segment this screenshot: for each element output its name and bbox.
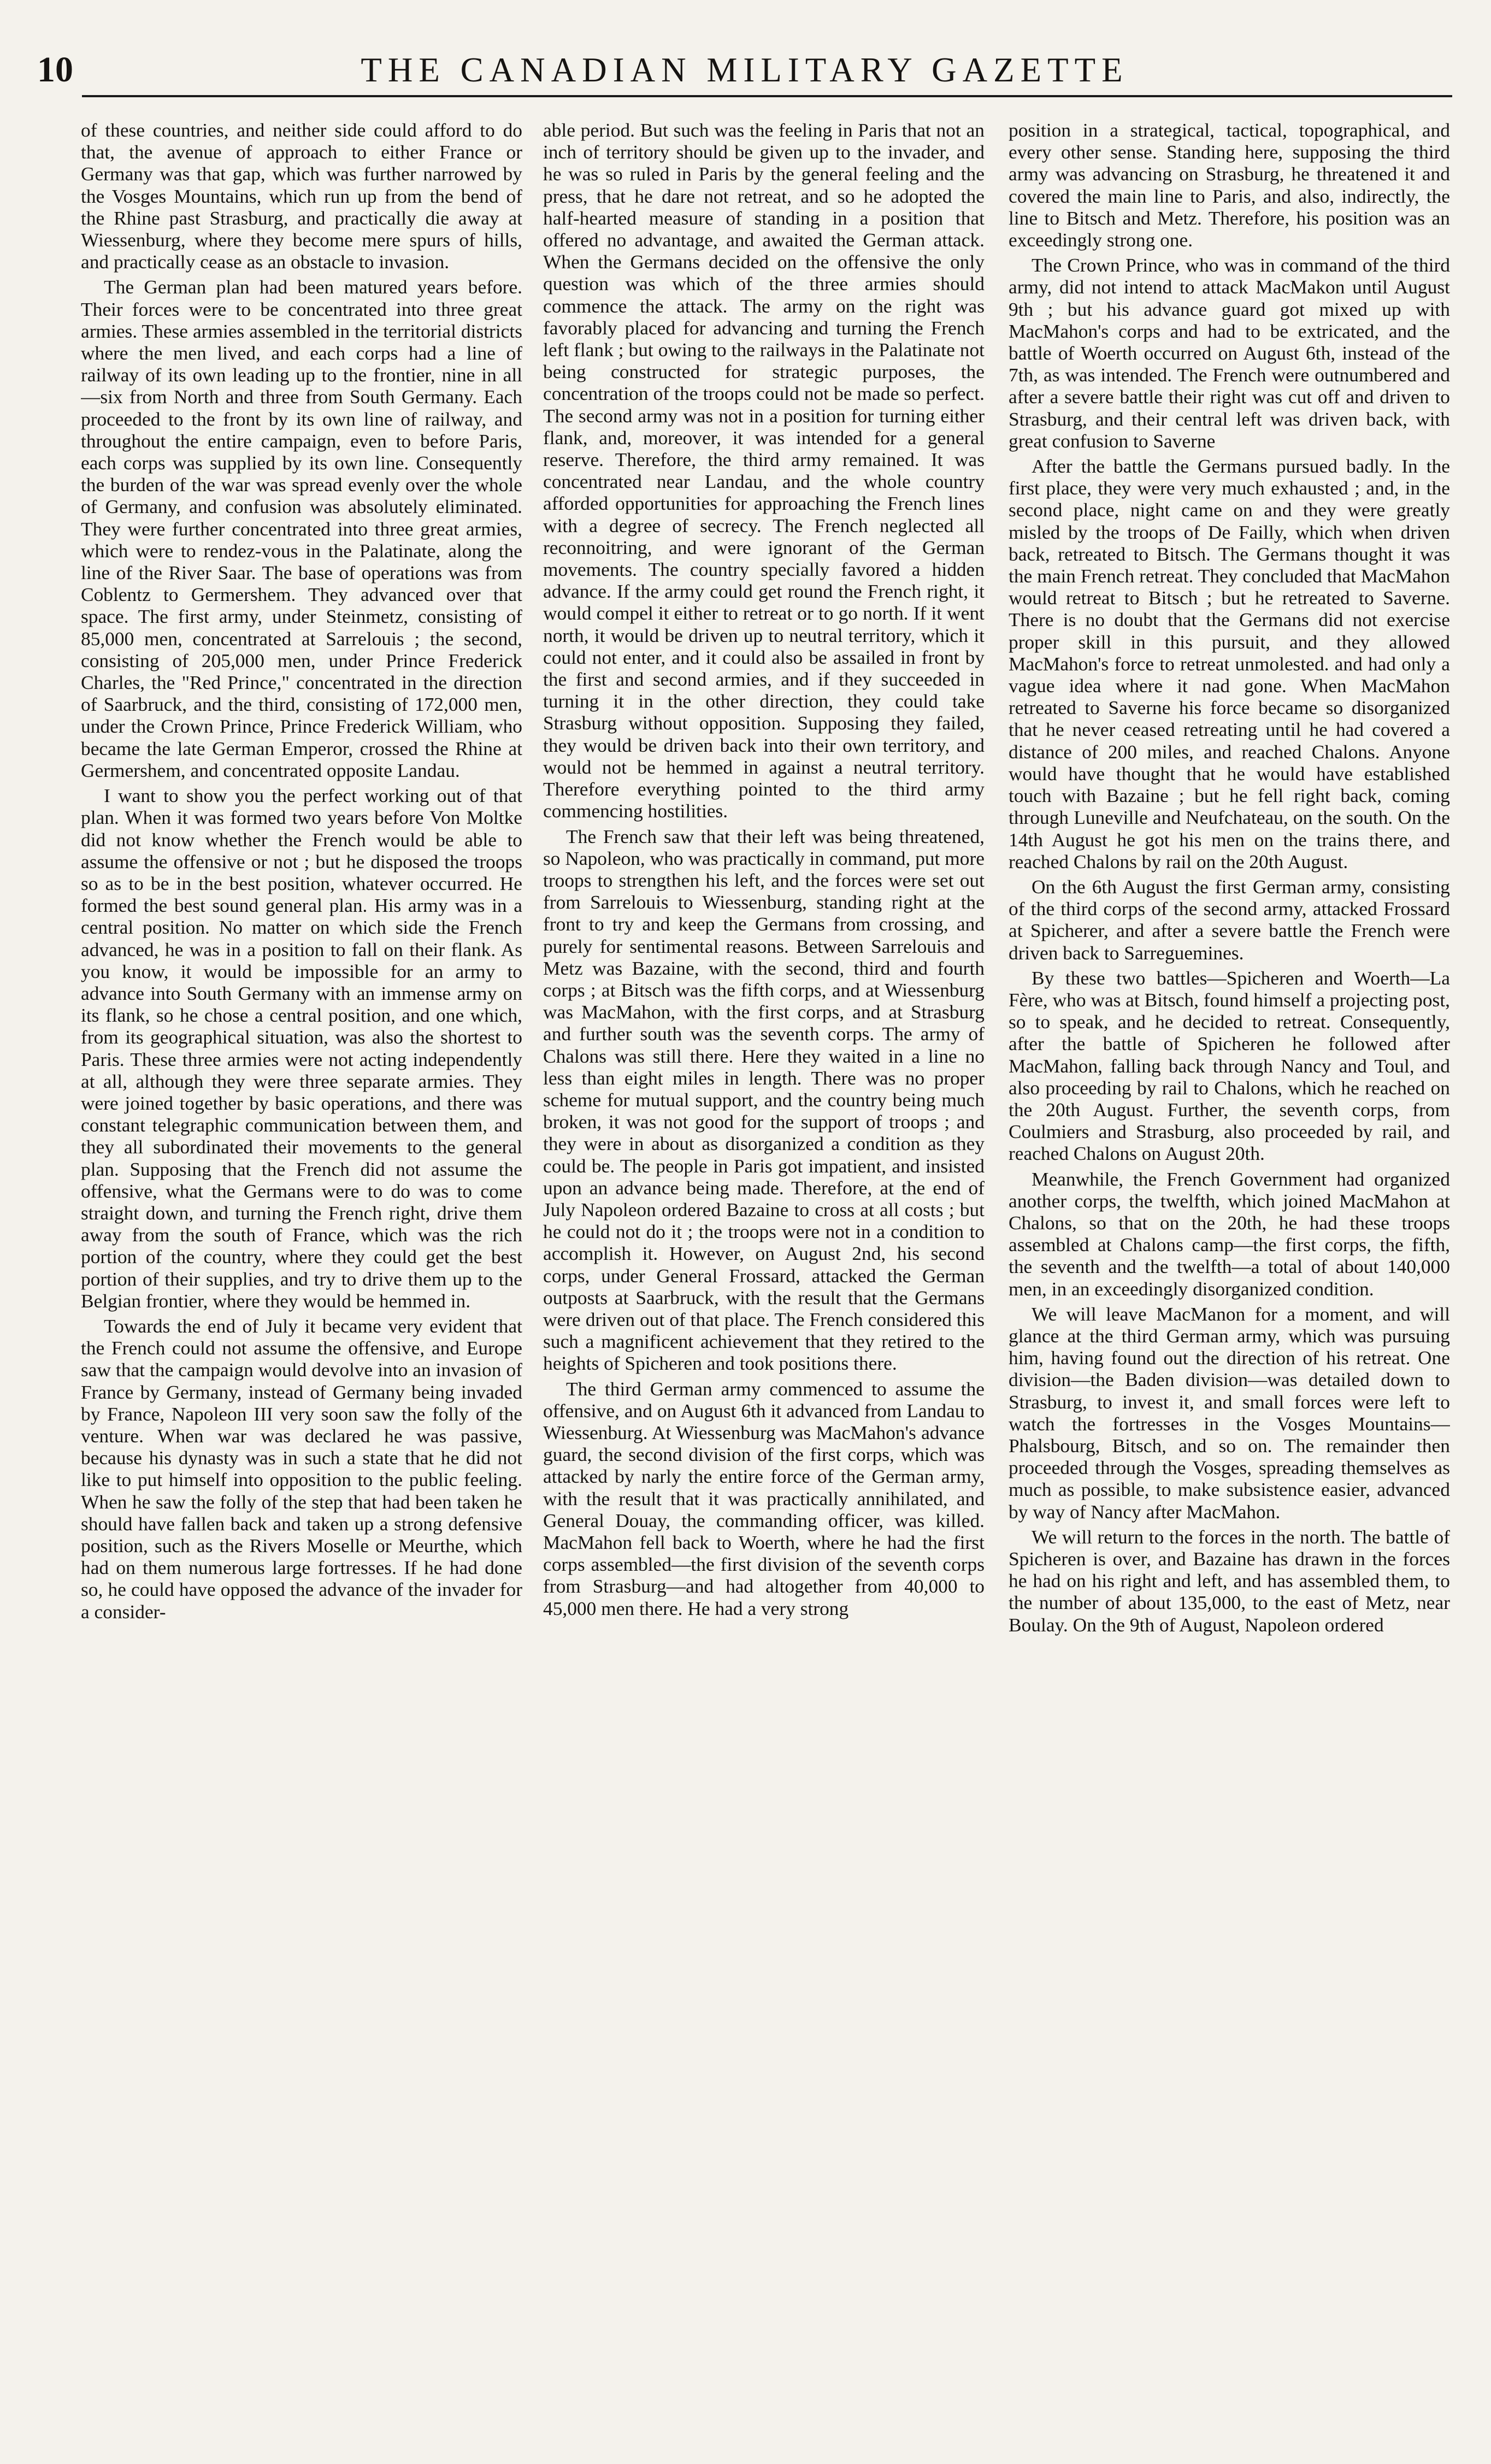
paragraph: The German plan had been matured years before. Their forces were to be concentrated into three great armies. These armies assembled in the territorial districts where the men lived, and each corps had a line of railway of its own leading up to the frontier, nine in all—six from North and three from South Germany. Each proceeded to the front by its own line of railway, and throughout the entire campaign, even to before Paris, each corps was supplied by its own line. Consequently the burden of the war was spread evenly over the whole of Germany, and confusion was absolutely eliminated. They were further concentrated into three great armies, which were to rendez-vous in the Palatinate, along the line of the River Saar. The base of operations was from Coblentz to Germershem. They advanced over that space. The first army, under Steinmetz, consisting of 85,000 men, concentrated at Sarrelouis ; the second, consisting of 205,000 men, under Prince Frederick Charles, the "Red Prince," concentrated in the direction of Saarbruck, and the third, consisting of 172,000 men, under the Crown Prince, Prince Frederick William, who became the late German Emperor, crossed the Rhine at Germershem, and concentrated opposite Landau. <box>81 276 522 781</box>
paragraph: The French saw that their left was being threatened, so Napoleon, who was practically in command, put more troops to strengthen his left, and the forces were set out from Sarrelouis to Wiessenburg, standing right at the front to try and keep the Germans from crossing, and purely for sentimental reasons. Between Sarrelouis and Metz was Bazaine, with the second, third and fourth corps ; at Bitsch was the fifth corps, and at Wiessenburg was MacMahon, with the first corps, and at Strasburg and further south was the seventh corps. The army of Chalons was still there. Here they waited in a line no less than eight miles in length. There was no proper scheme for mutual support, and the country being much broken, it was not good for the support of troops ; and they were in about as disorganized a condition as they could be. The people in Paris got impatient, and insisted upon an advance being made. Therefore, at the end of July Napoleon ordered Bazaine to cross at all costs ; but he could not do it ; the troops were not in a condition to accomplish it. However, on August 2nd, his second corps, under General Frossard, attacked the German outposts at Saarbruck, with the result that the Germans were driven out of that place. The French considered this such a magnificent achievement that they retired to the heights of Spicheren and took positions there. <box>543 825 985 1375</box>
paragraph: The Crown Prince, who was in command of the third army, did not intend to attack MacMakon until August 9th ; but his advance guard got mixed up with MacMahon's corps and had to be extricated, and the battle of Woerth occurred on August 6th, instead of the 7th, as was intended. The French were outnumbered and after a severe battle their right was cut off and driven to Strasburg, and their central left was driven back, with great confusion to Saverne <box>1009 254 1450 452</box>
header-rule <box>82 95 1452 97</box>
paragraph: We will return to the forces in the north. The battle of Spicheren is over, and Bazaine has drawn in the forces he had on his right and left, and has assembled them, to the number of about 135,000, to the east of Metz, near Boulay. On the 9th of August, Napoleon ordered <box>1009 1525 1450 1636</box>
page-header <box>37 48 1452 92</box>
masthead-title: THE CANADIAN MILITARY GAZETTE <box>361 51 1129 89</box>
paragraph: Meanwhile, the French Government had organized another corps, the twelfth, which joined MacMahon at Chalons, so that on the 20th, he had these troops assembled at Chalons camp—the first corps, the fifth, the seventh and the twelfth—a total of about 140,000 men, in an exceedingly disorganized condition. <box>1009 1168 1450 1300</box>
paragraph: By these two battles—Spicheren and Woerth—La Fère, who was at Bitsch, found himself a projecting post, so to speak, and he decided to retreat. Consequently, after the battle of Spicheren he followed after MacMahon, falling back through Nancy and Toul, and also proceeding by rail to Chalons, which he reached on the 20th August. Further, the seventh corps, from Coulmiers and Strasburg, also proceeded by rail, and reached Chalons on August 20th. <box>1009 966 1450 1165</box>
page-number: 10 <box>37 50 73 90</box>
paragraph: After the battle the Germans pursued badly. In the first place, they were very much exhausted ; and, in the second place, night came on and they were greatly misled by the troops of De Failly, which when driven back, retreated to Bitsch. The Germans thought it was the main French retreat. They concluded that MacMahon would retreat to Bitsch ; but he retreated to Saverne. There is no doubt that the Germans did not exercise proper skill in this pursuit, and they allowed MacMahon's force to retreat unmolested. and had only a vague idea where it nad gone. When MacMahon retreated to Saverne his force became so disorganized that he never ceased retreating until he had covered a distance of 200 miles, and reached Chalons. Anyone would have thought that he would have established touch with Bazaine ; but he fell right back, coming through Luneville and Neufchateau, on the south. On the 14th August he got his men on the trains there, and reached Chalons by rail on the 20th August. <box>1009 455 1450 873</box>
paragraph: On the 6th August the first German army, consisting of the third corps of the second army, attacked Frossard at Spicherer, and after a severe battle the French were driven back to Sarreguemines. <box>1009 875 1450 964</box>
paragraph: The third German army commenced to assume the offensive, and on August 6th it advanced from Landau to Wiessenburg. At Wiessenburg was MacMahon's advance guard, the second division of the first corps, which was attacked by narly the entire force of the German army, with the result that it was practically annihilated, and General Douay, the commanding officer, was killed. MacMahon fell back to Woerth, where he had the first corps assembled—the first division of the seventh corps from Strasburg—and had altogether from 40,000 to 45,000 men there. He had a very strong <box>543 1377 985 1619</box>
paragraph: able period. But such was the feeling in Paris that not an inch of territory should be given up to the invader, and he was so ruled in Paris by the general feeling and the press, that he dare not retreat, and so he adopted the half-hearted measure of standing in a position that offered no advantage, and awaited the German attack. When the Germans decided on the offensive the only question was which of the three armies should commence the attack. The army on the right was favorably placed for advancing and turning the French left flank ; but owing to the railways in the Palatinate not being constructed for strategic purposes, the concentration of the troops could not be made so perfect. The second army was not in a position for turning either flank, and, moreover, it was intended for a general reserve. Therefore, the third army remained. It was concentrated near Landau, and the whole country afforded opportunities for approaching the French lines with a degree of secrecy. The French neglected all reconnoitring, and were ignorant of the German movements. The country specially favored a hidden advance. If the army could get round the French right, it would compel it either to retreat or to go north. If it went north, it would be driven up to neutral territory, which it could not enter, and it could also be assailed in front by the first and second armies, and if they succeeded in turning it in the other direction, they could take Strasburg without opposition. Supposing they failed, they would be driven back into their own territory, and would not be hemmed in against a neutral territory. Therefore everything pointed to the third army commencing hostilities. <box>543 119 985 822</box>
paragraph: of these countries, and neither side could afford to do that, the avenue of approach to either France or Germany was that gap, which was further narrowed by the Vosges Mountains, which run up from the bend of the Rhine past Strasburg, and practically die away at Wiessenburg, where they become mere spurs of hills, and practically cease as an obstacle to invasion. <box>81 119 522 273</box>
paragraph: We will leave MacManon for a moment, and will glance at the third German army, which was pursuing him, having found out the direction of his retreat. One division—the Baden division—was detailed down to Strasburg, to invest it, and small forces were left to watch the fortresses in the Vosges Mountains—Phalsbourg, Bitsch, and so on. The remainder then proceeded through the Vosges, spreading themselves as much as possible, to make subsistence easier, advanced by way of Nancy after MacMahon. <box>1009 1302 1450 1523</box>
column-3 <box>1009 119 1450 2447</box>
column-2 <box>543 119 985 2447</box>
paragraph: I want to show you the perfect working out of that plan. When it was formed two years before Von Moltke did not know whether the French would be able to assume the offensive or not ; but he disposed the troops so as to be in the best position, whatever occurred. He formed the best sound general plan. His army was in a central position. No matter on which side the French advanced, he was in a position to fall on their flank. As you know, it would be impossible for an army to advance into South Germany with an immense army on its flank, so he chose a central position, and one which, from its geographical situation, was also the shortest to Paris. These three armies were not acting independently at all, although they were three separate armies. They were joined together by basic operations, and there was constant telegraphic communication between them, and they all subordinated their movements to the general plan. Supposing that the French did not assume the offensive, what the Germans were to do was to come straight down, and turning the French right, drive them away from the south of France, which was the rich portion of the country, where they could get the best portion of their supplies, and try to drive them up to the Belgian frontier, where they would be hemmed in. <box>81 785 522 1312</box>
paragraph: position in a strategical, tactical, topographical, and every other sense. Standing here, supposing the third army was advancing on Strasburg, he threatened it and covered the main line to Paris, and also, indirectly, the line to Bitsch and Metz. Therefore, his position was an exceedingly strong one. <box>1009 119 1450 251</box>
column-1 <box>81 119 522 2447</box>
paragraph: Towards the end of July it became very evident that the French could not assume the offensive, and Europe saw that the campaign would devolve into an invasion of France by Germany, instead of Germany being invaded by France, Napoleon III very soon saw the folly of the venture. When war was declared he was passive, because his dynasty was in such a state that he did not like to put himself into opposition to the public feeling. When he saw the folly of the step that had been taken he should have fallen back and taken up a strong defensive position, such as the Rivers Moselle or Meurthe, which had on them numerous large fortresses. If he had done so, he could have opposed the advance of the invader for a consider- <box>81 1314 522 1623</box>
